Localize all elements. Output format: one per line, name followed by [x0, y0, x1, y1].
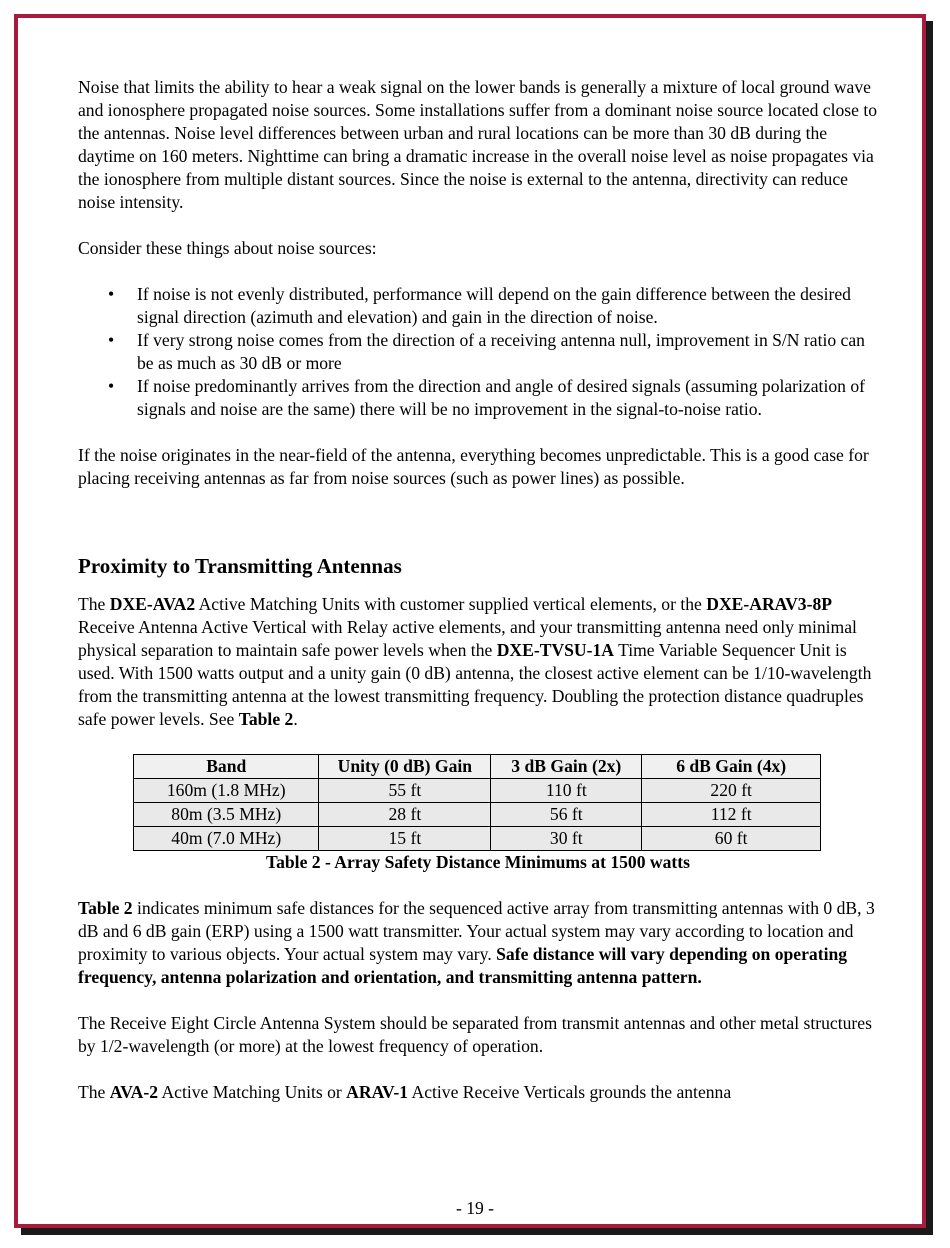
table-cell: 60 ft [642, 827, 821, 851]
proximity-paragraph: The DXE-AVA2 Active Matching Units with customer supplied vertical elements, or the DXE-ARAV3-8P Receive Antenna Active Vertical with Relay active elements, and your transmitting antenna need only minimal physical separation to maintain safe power levels when the DXE-TVSU-1A Time Variable Sequencer Unit is used. With 1500 watts output and a unity gain (0 dB) antenna, the closest active element can be 1/10-wavelength from the transmitting antenna at the lowest transmitting frequency. Doubling the protection distance quadruples safe power levels. See Table 2. [78, 594, 872, 729]
page-number: - 19 - [455, 1198, 495, 1218]
table-cell: 112 ft [642, 803, 821, 827]
table-header-row [134, 755, 821, 779]
column-header: Unity (0 dB) Gain [319, 755, 491, 779]
bullet-icon: • [108, 376, 115, 396]
safety-distance-table [133, 754, 821, 851]
noise-bullet-list [78, 283, 878, 421]
grounding-paragraph: The AVA-2 Active Matching Units or ARAV-1 Active Receive Verticals grounds the antenna [78, 1082, 732, 1102]
table-cell: 220 ft [642, 779, 821, 803]
list-item: • If noise predominantly arrives from the direction and angle of desired signals (assuming polarization of signals and noise are the same) there will be no improvement in the signal-to-noise ratio. [108, 376, 865, 419]
table-cell: 80m (3.5 MHz) [134, 803, 319, 827]
intro-paragraph: Noise that limits the ability to hear a weak signal on the lower bands is generally a mixture of local ground wave and ionosphere propagated noise sources. Some installations suffer from a dominant noise source located close to the antennas. Noise level differences between urban and rural locations can be more than 30 dB during the daytime on 160 meters. Nighttime can bring a dramatic increase in the overall noise level as noise propagates via the ionosphere from multiple distant sources. Since the noise is external to the antenna, directivity can reduce noise intensity. [78, 77, 878, 212]
near-field-paragraph: If the noise originates in the near-field of the antenna, everything becomes unpredictable. This is a good case for placing receiving antennas as far from noise sources (such as power lines) as possible. [78, 445, 869, 488]
table-cell: 30 ft [491, 827, 642, 851]
list-item: • If very strong noise comes from the direction of a receiving antenna null, improvement in S/N ratio can be as much as 30 dB or more [108, 330, 865, 373]
bullet-icon: • [108, 284, 115, 304]
section-heading: Proximity to Transmitting Antennas [78, 554, 402, 578]
table-cell: 56 ft [491, 803, 642, 827]
table-row [134, 779, 821, 803]
column-header: 3 dB Gain (2x) [491, 755, 642, 779]
table-cell: 55 ft [319, 779, 491, 803]
table-cell: 160m (1.8 MHz) [134, 779, 319, 803]
separation-paragraph: The Receive Eight Circle Antenna System should be separated from transmit antennas and other metal structures by 1/2-wavelength (or more) at the lowest frequency of operation. [78, 1013, 872, 1056]
table-cell: 110 ft [491, 779, 642, 803]
list-item: • If noise is not evenly distributed, performance will depend on the gain difference between the desired signal direction (azimuth and elevation) and gain in the direction of noise. [108, 284, 851, 327]
column-header: Band [134, 755, 319, 779]
table-row [134, 803, 821, 827]
consider-line: Consider these things about noise sources: [78, 238, 377, 258]
table-cell: 28 ft [319, 803, 491, 827]
bullet-icon: • [108, 330, 115, 350]
page-content [78, 76, 878, 1127]
table-row [134, 827, 821, 851]
table-cell: 40m (7.0 MHz) [134, 827, 319, 851]
column-header: 6 dB Gain (4x) [642, 755, 821, 779]
table-caption: Table 2 - Array Safety Distance Minimums at 1500 watts [265, 852, 690, 872]
table-explanation-paragraph: Table 2 indicates minimum safe distances for the sequenced active array from transmitting antennas with 0 dB, 3 dB and 6 dB gain (ERP) using a 1500 watt transmitter. Your actual system may vary according to location and proximity to various objects. Your actual system may vary. Safe distance will vary depending on operating frequency, antenna polarization and orientation, and transmitting antenna pattern. [78, 898, 875, 987]
table-cell: 15 ft [319, 827, 491, 851]
